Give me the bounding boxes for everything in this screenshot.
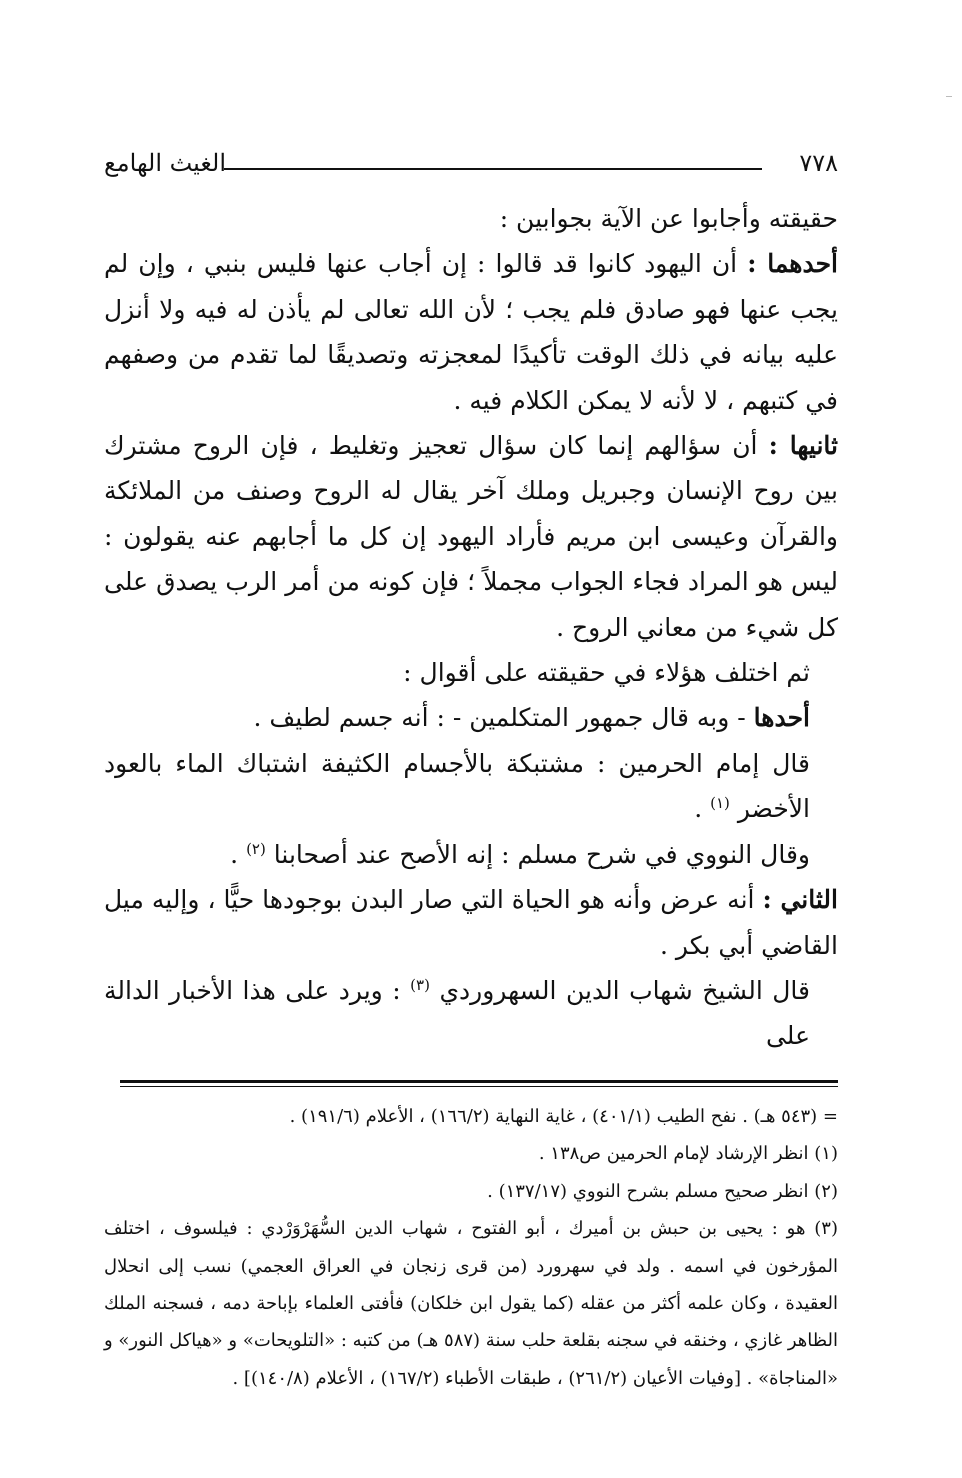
suhrawardi-text-end: : ويرد على هذا الأخبار الدالة على [104,975,810,1051]
paragraph-second-opinion [104,877,838,968]
margin-mark [946,96,952,100]
sentence-end: . [694,794,711,824]
footnote-ref-2[interactable]: (٢) [246,839,266,858]
paragraph-nawawi [104,832,838,877]
heading-first-answer: أحدهما : [747,249,838,279]
book-title: الغيث الهامع [104,149,226,177]
footnote-3: (٣) هو : يحيى بن حبش بن أميرك ، أبو الفتوح ، شهاب الدين السُّهَرْوَرْدي : فيلسوف ، اختلف المؤرخون في اسمه . ولد في سهرورد (من قرى زنجان في العراق العجمي) نسب إلى انحلال العقيدة ، وكان علمه أكثر من عقله (كما يقول ابن خلكان) فأفتى العلماء بإباحة دمه ، فسجنه الملك الظاهر غازي ، وخنقه في سجنه بقلعة حلب سنة (٥٨٧ هـ) من كتبه : «التلويحات» و «هياكل النور» و «المناجاة» . [وفيات الأعيان (٢٦١/٢) ، طبقات الأطباء (١٦٧/٢) ، الأعلام (١٤٠/٨)] . [104,1218,838,1389]
paragraph-second-answer [104,423,838,650]
footnote-continuation: = (٥٤٣ هـ) . نفح الطيب (٤٠١/١) ، غاية النهاية (١٦٦/٢) ، الأعلام (١٩١/٦) . [289,1106,838,1127]
first-answer-text: أن اليهود كانوا قد قالوا : إن أجاب عنها فليس بنبي ، وإن لم يجب عنها فهو صادق فلم يجب ؛ لأن الله تعالى لم يأذن له فيه ولا أنزل عليه بيانه في ذلك الوقت تأكيدًا لمعجزته وتصديقًا لما تقدم من وصفهم في كتبهم ، لا لأنه لا يمكن الكلام فيه . [104,249,838,415]
paragraph-opinions: ثم اختلف هؤلاء في حقيقته على أقوال : [403,658,810,688]
second-answer-text: أن سؤالهم إنما كان سؤال تعجيز وتغليط ، فإن الروح مشترك بين روح الإنسان وجبريل وملك آخر يقال له الروح وصنف من الملائكة والقرآن وعيسى ابن مريم فأراد اليهود إن كل ما أجابهم عنه يقولون : ليس هو المراد فجاء الجواب مجملاً ؛ فإن كونه من أمر الرب يصدق على كل شيء من معاني الروح . [104,431,838,642]
nawawi-text: وقال النووي في شرح مسلم : إنه الأصح عند أصحابنا [273,839,810,869]
heading-second-answer: ثانيها : [768,431,839,461]
first-opinion-text: - وبه قال جمهور المتكلمين - : أنه جسم لطيف . [253,703,754,733]
paragraph-first-opinion [104,695,838,740]
footnote-1: (١) انظر الإرشاد لإمام الحرمين ص١٣٨ . [538,1143,838,1165]
footnote-ref-3[interactable]: (٣) [410,975,430,994]
sentence-end: . [230,839,247,869]
footnote-2: (٢) انظر صحيح مسلم بشرح النووي (١٣٧/١٧) . [487,1180,838,1202]
footnote-separator [120,1080,838,1083]
footnote-ref-1[interactable]: (١) [710,794,730,813]
paragraph-intro: حقيقته وأجابوا عن الآية بجوابين : [499,204,838,233]
suhrawardi-text: قال الشيخ شهاب الدين السهروردي [439,975,810,1005]
main-text [104,196,838,1059]
header-rule [224,168,762,170]
page-number: ٧٧٨ [799,149,838,177]
heading-first-opinion: أحدها [753,703,810,733]
footnotes [104,1098,838,1397]
paragraph-first-answer [104,241,838,423]
footnote-separator-thin [120,1086,838,1087]
paragraph-imam-haramain [104,741,838,832]
second-opinion-text: أنه عرض وأنه هو الحياة التي صار البدن بوجودها حيًّا ، وإليه ميل القاضي أبي بكر . [104,885,838,960]
heading-second-opinion: الثاني : [762,885,838,915]
imam-haramain-text: قال إمام الحرمين : مشتبكة بالأجسام الكثيفة اشتباك الماء بالعود الأخضر [104,748,810,824]
paragraph-suhrawardi [104,968,838,1059]
running-head [104,146,838,186]
